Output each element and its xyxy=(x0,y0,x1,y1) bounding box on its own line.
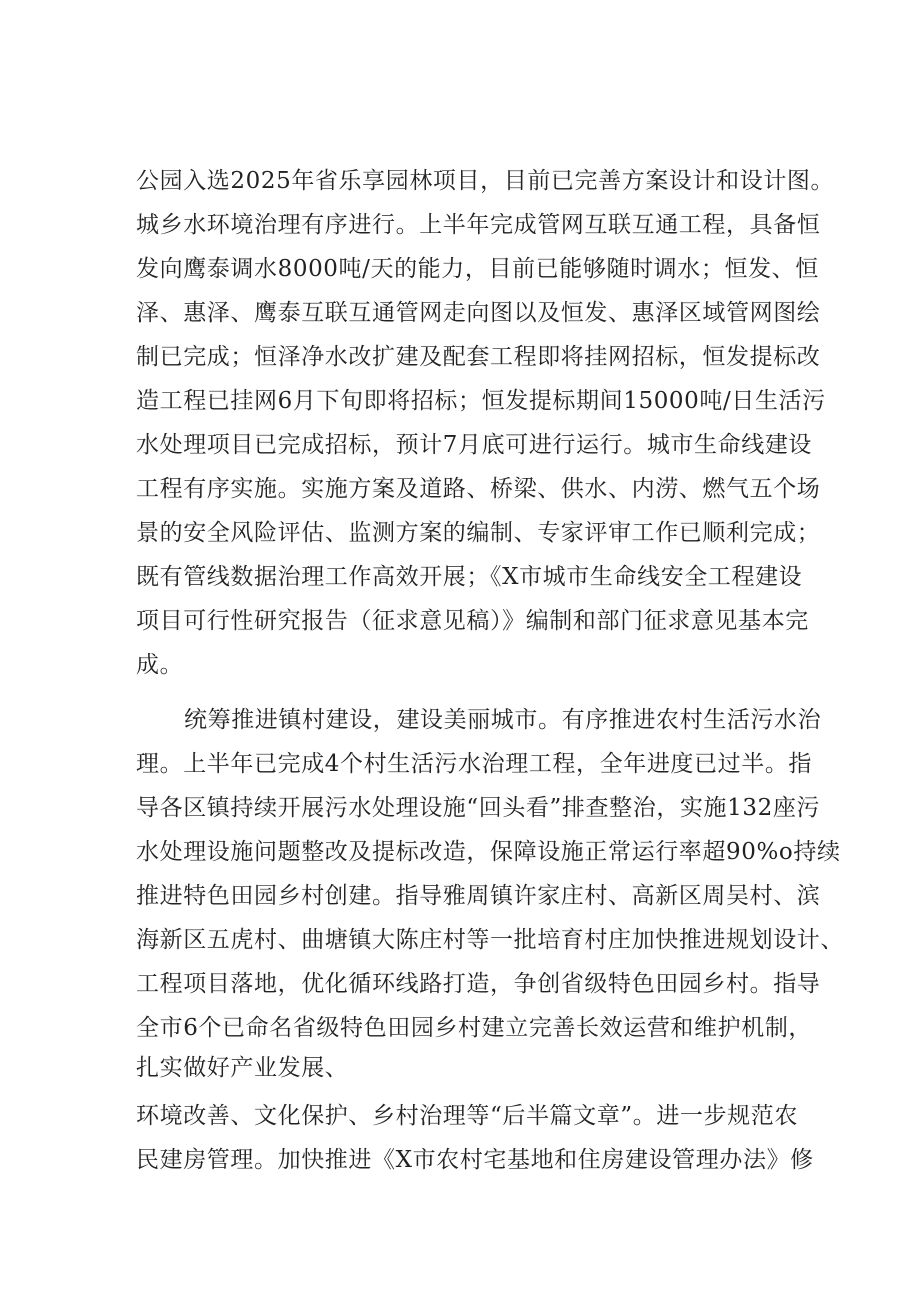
text-line: 成。 xyxy=(136,652,184,678)
text-line: 项目可行性研究报告（征求意见稿）》编制和部门征求意见基本完 xyxy=(136,608,809,634)
text-line: 造工程已挂网6月下旬即将招标；恒发提标期间15000吨/日生活污 xyxy=(136,388,826,414)
text-line: 导各区镇持续开展污水处理设施“回头看”排查整治，实施132座污 xyxy=(136,795,821,821)
text-line: 统筹推进镇村建设，建设美丽城市。有序推进农村生活污水治 xyxy=(184,707,822,733)
text-line: 制已完成；恒泽净水改扩建及配套工程即将挂网招标，恒发提标改 xyxy=(136,344,821,370)
text-line: 理。上半年已完成4个村生活污水治理工程，全年进度已过半。指 xyxy=(136,751,813,777)
text-line: 民建房管理。加快推进《X市农村宅基地和住房建设管理办法》修 xyxy=(136,1147,814,1173)
text-line: 环境改善、文化保护、乡村治理等“后半篇文章”。进一步规范农 xyxy=(136,1103,798,1129)
text-line: 全市6个已命名省级特色田园乡村建立完善长效运营和维护机制， xyxy=(136,1015,813,1041)
text-line: 景的安全风险评估、监测方案的编制、专家评审工作已顺利完成； xyxy=(136,520,821,546)
text-line: 泽、惠泽、鹰泰互联互通管网走向图以及恒发、惠泽区域管网图绘 xyxy=(136,300,821,326)
text-line: 水处理项目已完成招标，预计7月底可进行运行。城市生命线建设 xyxy=(136,432,813,458)
text-line: 海新区五虎村、曲塘镇大陈庄村等一批培育村庄加快推进规划设计、 xyxy=(136,927,844,953)
text-line: 工程项目落地，优化循环线路打造，争创省级特色田园乡村。指导 xyxy=(136,971,821,997)
text-line: 推进特色田园乡村创建。指导雅周镇许家庄村、高新区周吴村、滨 xyxy=(136,883,821,909)
text-line: 既有管线数据治理工作高效开展；《X市城市生命线安全工程建设 xyxy=(136,564,803,590)
text-line: 城乡水环境治理有序进行。上半年完成管网互联互通工程，具备恒 xyxy=(136,212,821,238)
text-line: 扎实做好产业发展、 xyxy=(136,1055,349,1081)
text-line: 水处理设施问题整改及提标改造，保障设施正常运行率超90%o持续 xyxy=(136,839,841,865)
text-line: 发向鹰泰调水8000吨/天的能力，目前已能够随时调水；恒发、恒 xyxy=(136,256,819,282)
text-line: 公园入选2025年省乐享园林项目，目前已完善方案设计和设计图。 xyxy=(136,168,835,194)
text-line: 工程有序实施。实施方案及道路、桥梁、供水、内涝、燃气五个场 xyxy=(136,476,821,502)
